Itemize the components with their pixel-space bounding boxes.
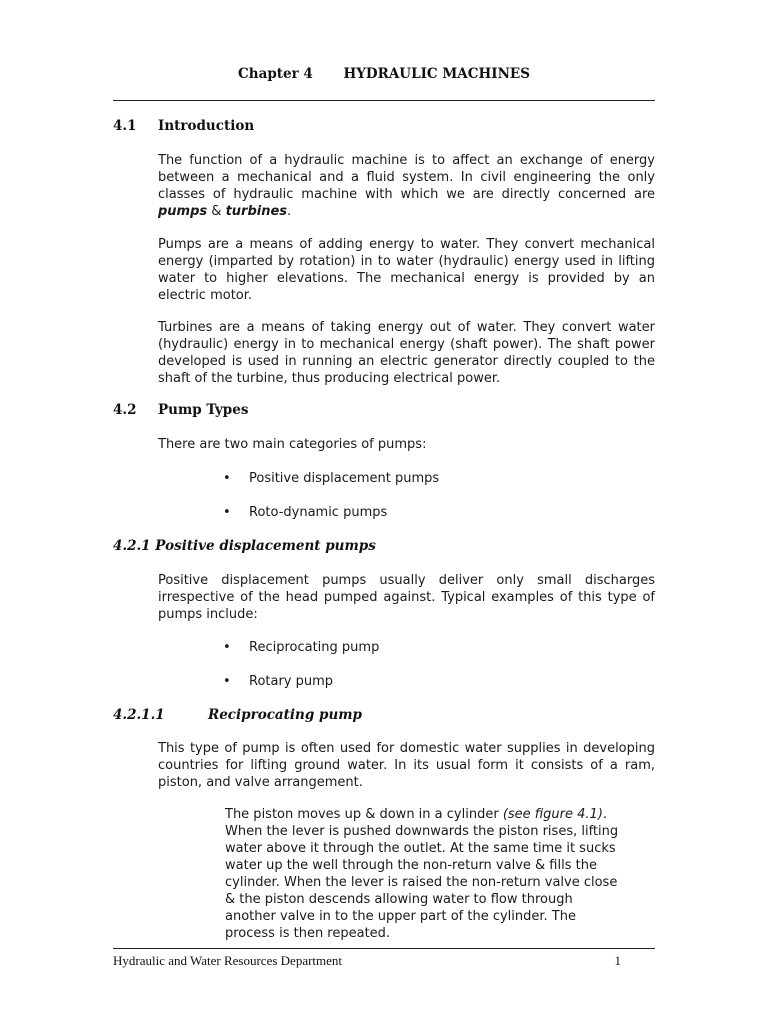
footer-rule <box>113 948 655 949</box>
paragraph-pumps: Pumps are a means of adding energy to water. They convert mechanical energy (imparted by rotation) in to water (hydraulic) energy used in lifting water to higher elevations. The mechanical energy is provided by an electric motor. <box>158 237 655 303</box>
section-heading-4-2 <box>113 402 248 419</box>
list-item <box>223 673 333 690</box>
header-rule <box>113 100 655 101</box>
section-heading-4-1 <box>113 118 254 135</box>
section-title: Introduction <box>158 118 255 134</box>
section-number: 4.2.1 <box>113 538 151 554</box>
section-title: Positive displacement pumps <box>155 538 376 554</box>
list-item-text: Roto-dynamic pumps <box>249 505 388 520</box>
bullet-icon: • <box>223 640 231 655</box>
bullet-icon: • <box>223 674 231 689</box>
list-item <box>223 504 387 521</box>
section-title: Reciprocating pump <box>208 707 362 723</box>
figure-reference: (see figure 4.1) <box>502 807 603 822</box>
document-page <box>113 0 655 1024</box>
paragraph-piston-operation <box>225 806 625 942</box>
section-number: 4.2.1.1 <box>113 707 165 723</box>
paragraph-positive-displacement: Positive displacement pumps usually deliver only small discharges irrespective of the head pumped against. Typical examples of this type of pumps include: <box>158 573 655 622</box>
footer-department: Hydraulic and Water Resources Department <box>113 953 343 968</box>
paragraph-text: The function of a hydraulic machine is to affect an exchange of energy between a mechanical and a fluid system. In civil engineering the only classes of hydraulic machine with which we are directly concerned are <box>158 153 655 202</box>
section-number: 4.2 <box>113 402 137 418</box>
period: . <box>287 204 292 219</box>
bullet-icon: • <box>223 471 231 486</box>
section-heading-4-2-1-1 <box>113 707 362 724</box>
paragraph-pump-categories: There are two main categories of pumps: <box>158 437 427 452</box>
section-number: 4.1 <box>113 118 137 134</box>
bullet-icon: • <box>223 505 231 520</box>
paragraph-intro-function <box>158 152 655 220</box>
section-title: Pump Types <box>158 402 249 418</box>
paragraph-reciprocating-intro: This type of pump is often used for domestic water supplies in developing countries for lifting ground water. In its usual form it consists of a ram, piston, and valve arrangement. <box>158 741 655 790</box>
chapter-title <box>113 66 655 82</box>
paragraph-text: . When the lever is pushed downwards the piston rises, lifting water above it through the outlet. At the same time it sucks water up the well through the non-return valve & fills the cylinder. When the lever is raised the non-return valve close & the piston descends allowing water to flow through another valve in to the upper part of the cylinder. The process is then repeated. <box>225 807 619 941</box>
term-turbines: turbines <box>225 204 288 219</box>
list-item <box>223 639 379 656</box>
term-pumps: pumps <box>158 204 208 219</box>
chapter-number: Chapter 4 <box>238 66 313 82</box>
section-heading-4-2-1 <box>113 538 376 555</box>
ampersand: & <box>207 204 226 219</box>
list-item-text: Reciprocating pump <box>249 640 380 655</box>
page-number: 1 <box>614 953 621 968</box>
list-item-text: Positive displacement pumps <box>249 471 440 486</box>
list-item <box>223 470 439 487</box>
list-item-text: Rotary pump <box>249 674 334 689</box>
chapter-name: HYDRAULIC MACHINES <box>343 66 530 82</box>
paragraph-turbines: Turbines are a means of taking energy out of water. They convert water (hydraulic) energy in to mechanical energy (shaft power). The shaft power developed is used in running an electric generator directly coupled to the shaft of the turbine, thus producing electrical power. <box>158 320 655 386</box>
paragraph-text: The piston moves up & down in a cylinder <box>225 807 503 822</box>
